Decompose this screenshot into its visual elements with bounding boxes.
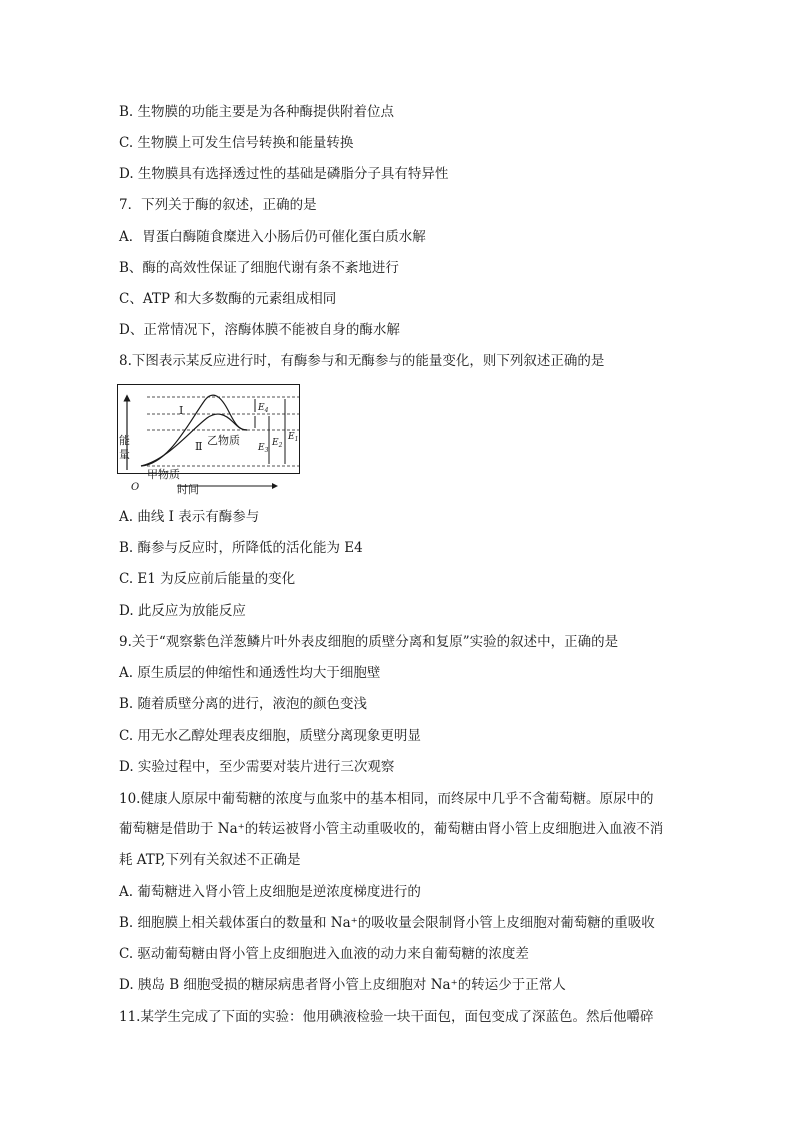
question-10-line-1: 10.健康人原尿中葡萄糖的浓度与血浆中的基本相同，而终尿中几乎不含葡萄糖。原尿中的 xyxy=(119,791,654,807)
question-11-line-1: 11.某学生完成了下面的实验：他用碘液检验一块干面包，面包变成了深蓝色。然后他嚼碎 xyxy=(119,1009,654,1025)
question-8: 8.下图表示某反应进行时，有酶参与和无酶参与的能量变化，则下列叙述正确的是 xyxy=(119,353,605,369)
question-9: 9.关于“观察紫色洋葱鳞片叶外表皮细胞的质壁分离和复原”实验的叙述中，正确的是 xyxy=(119,634,619,650)
option-10c: C. 驱动葡萄糖由肾小管上皮细胞进入血液的动力来自葡萄糖的浓度差 xyxy=(119,946,529,962)
option-9d: D. 实验过程中，至少需要对装片进行三次观察 xyxy=(119,759,395,775)
option-7b: B、酶的高效性保证了细胞代谢有条不紊地进行 xyxy=(119,260,399,276)
option-10a: A. 葡萄糖进入肾小管上皮细胞是逆浓度梯度进行的 xyxy=(119,884,421,900)
option-7a: A．胃蛋白酶随食糜进入小肠后仍可催化蛋白质水解 xyxy=(119,229,426,245)
curve-ii-label: Ⅱ xyxy=(195,440,203,453)
option-8d: D. 此反应为放能反应 xyxy=(119,603,246,619)
e2-label: $E_2$ xyxy=(272,438,283,449)
option-6d: D. 生物膜具有选择透过性的基础是磷脂分子具有特异性 xyxy=(119,166,449,182)
energy-label-2: 量 xyxy=(119,448,130,461)
time-axis-label: 时间 xyxy=(177,483,199,496)
option-7c: C、ATP 和大多数酶的元素组成相同 xyxy=(119,291,337,307)
e3-label: $E_3$ xyxy=(258,443,269,454)
option-8a: A. 曲线 I 表示有酶参与 xyxy=(119,509,260,525)
option-9b: B. 随着质壁分离的进行，液泡的颜色变浅 xyxy=(119,696,368,712)
option-7d: D、正常情况下，溶酶体膜不能被自身的酶水解 xyxy=(119,322,400,338)
question-7: 7．下列关于酶的叙述，正确的是 xyxy=(119,197,317,213)
option-9c: C. 用无水乙醇处理表皮细胞，质壁分离现象更明显 xyxy=(119,728,421,744)
e4-label: $E_4$ xyxy=(258,403,269,414)
option-8c: C. E1 为反应前后能量的变化 xyxy=(119,571,296,587)
curve-i-label: Ⅰ xyxy=(179,404,184,417)
option-6b: B. 生物膜的功能主要是为各种酶提供附着位点 xyxy=(119,104,395,120)
e1-label: $E_1$ xyxy=(288,432,299,443)
diagram-frame xyxy=(118,385,300,474)
option-9a: A. 原生质层的伸缩性和通透性均大于细胞壁 xyxy=(119,665,381,681)
substance-b-label: 乙物质 xyxy=(207,434,240,447)
question-10-line-2: 葡萄糖是借助于 Na⁺的转运被肾小管主动重吸收的，葡萄糖由肾小管上皮细胞进入血液不消 xyxy=(119,821,664,837)
option-6c: C. 生物膜上可发生信号转换和能量转换 xyxy=(119,135,354,151)
option-8b: B. 酶参与反应时，所降低的活化能为 E4 xyxy=(119,540,363,556)
option-10b: B. 细胞膜上相关载体蛋白的数量和 Na⁺的吸收量会限制肾小管上皮细胞对葡萄糖的重吸收 xyxy=(119,915,655,931)
energy-diagram xyxy=(117,382,307,496)
energy-label-1: 能 xyxy=(119,434,130,447)
origin-label: O xyxy=(131,482,140,493)
substance-a-label: 甲物质 xyxy=(147,468,180,481)
curve-i xyxy=(141,395,247,466)
option-10d: D. 胰岛 B 细胞受损的糖尿病患者肾小管上皮细胞对 Na⁺的转运少于正常人 xyxy=(119,977,566,993)
question-10-line-3: 耗 ATP,下列有关叙述不正确是 xyxy=(119,852,301,868)
